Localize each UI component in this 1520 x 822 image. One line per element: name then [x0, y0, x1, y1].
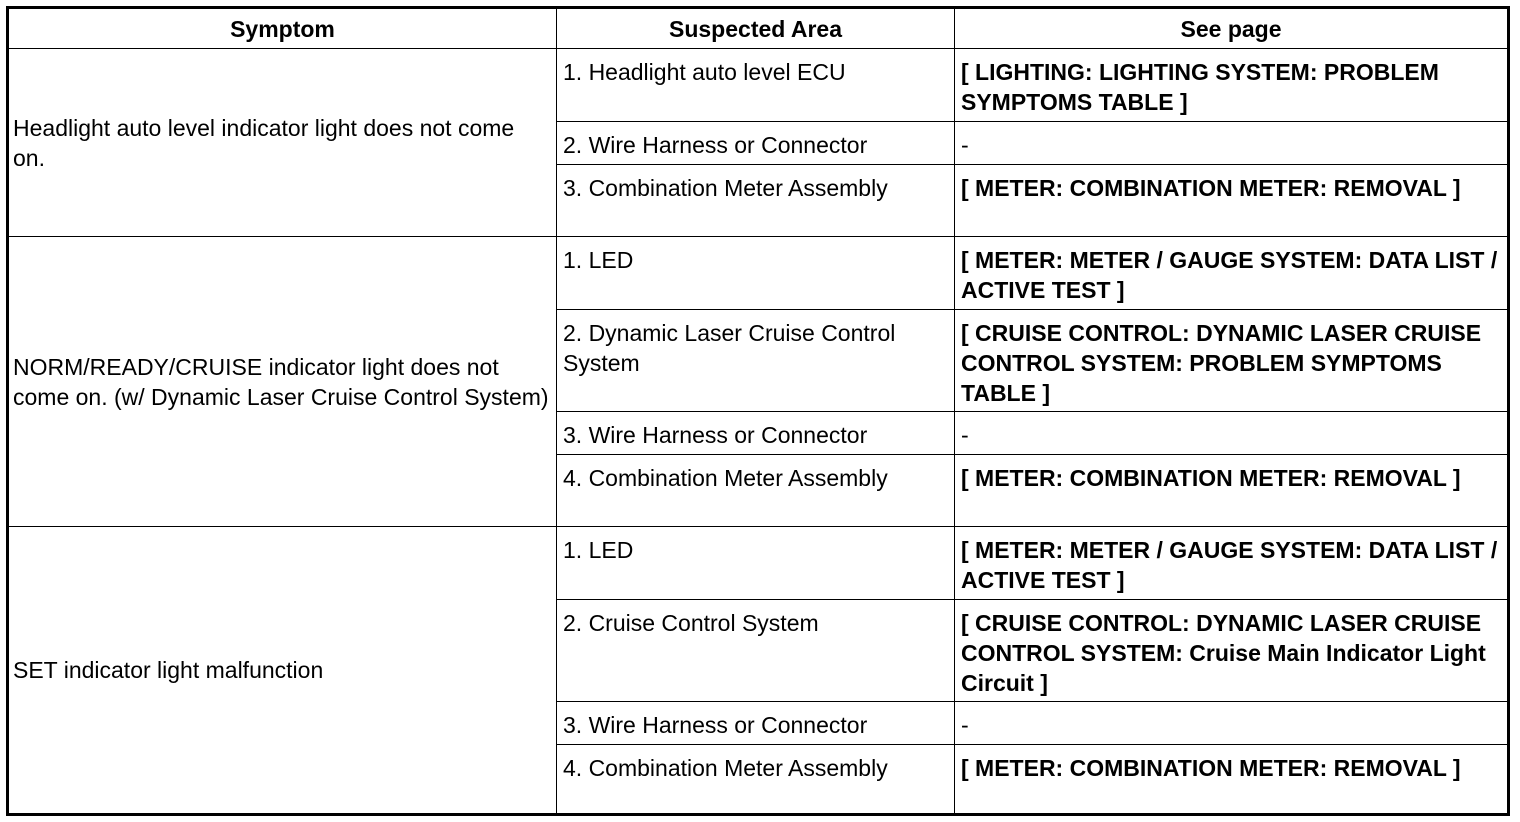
symptom-cell: Headlight auto level indicator light does not come on.: [8, 49, 557, 237]
suspected-area-cell: 2. Wire Harness or Connector: [557, 122, 955, 165]
header-suspected-area: Suspected Area: [557, 8, 955, 49]
see-page-cell: -: [955, 702, 1509, 745]
see-page-link[interactable]: [ METER: METER / GAUGE SYSTEM: DATA LIST / ACTIVE TEST ]: [955, 527, 1509, 600]
symptom-cell: SET indicator light malfunction: [8, 527, 557, 815]
suspected-area-cell: 4. Combination Meter Assembly: [557, 745, 955, 815]
suspected-area-cell: 1. LED: [557, 237, 955, 310]
header-symptom: Symptom: [8, 8, 557, 49]
problem-symptoms-table: [6, 6, 1510, 816]
suspected-area-cell: 3. Wire Harness or Connector: [557, 702, 955, 745]
see-page-cell: -: [955, 412, 1509, 455]
see-page-link[interactable]: [ METER: METER / GAUGE SYSTEM: DATA LIST / ACTIVE TEST ]: [955, 237, 1509, 310]
suspected-area-cell: 3. Wire Harness or Connector: [557, 412, 955, 455]
suspected-area-cell: 2. Dynamic Laser Cruise Control System: [557, 310, 955, 412]
see-page-link[interactable]: [ METER: COMBINATION METER: REMOVAL ]: [955, 745, 1509, 815]
table-row: [8, 527, 1509, 600]
see-page-link[interactable]: [ METER: COMBINATION METER: REMOVAL ]: [955, 455, 1509, 527]
see-page-link[interactable]: [ LIGHTING: LIGHTING SYSTEM: PROBLEM SYMPTOMS TABLE ]: [955, 49, 1509, 122]
suspected-area-cell: 2. Cruise Control System: [557, 600, 955, 702]
see-page-link[interactable]: [ CRUISE CONTROL: DYNAMIC LASER CRUISE CONTROL SYSTEM: Cruise Main Indicator Light Circuit ]: [955, 600, 1509, 702]
see-page-cell: -: [955, 122, 1509, 165]
suspected-area-cell: 4. Combination Meter Assembly: [557, 455, 955, 527]
table-row: [8, 49, 1509, 122]
suspected-area-cell: 1. Headlight auto level ECU: [557, 49, 955, 122]
header-row: [8, 8, 1509, 49]
suspected-area-cell: 3. Combination Meter Assembly: [557, 165, 955, 237]
header-see-page: See page: [955, 8, 1509, 49]
symptom-cell: NORM/READY/CRUISE indicator light does not come on. (w/ Dynamic Laser Cruise Control System): [8, 237, 557, 527]
see-page-link[interactable]: [ METER: COMBINATION METER: REMOVAL ]: [955, 165, 1509, 237]
see-page-link[interactable]: [ CRUISE CONTROL: DYNAMIC LASER CRUISE CONTROL SYSTEM: PROBLEM SYMPTOMS TABLE ]: [955, 310, 1509, 412]
suspected-area-cell: 1. LED: [557, 527, 955, 600]
table-row: [8, 237, 1509, 310]
